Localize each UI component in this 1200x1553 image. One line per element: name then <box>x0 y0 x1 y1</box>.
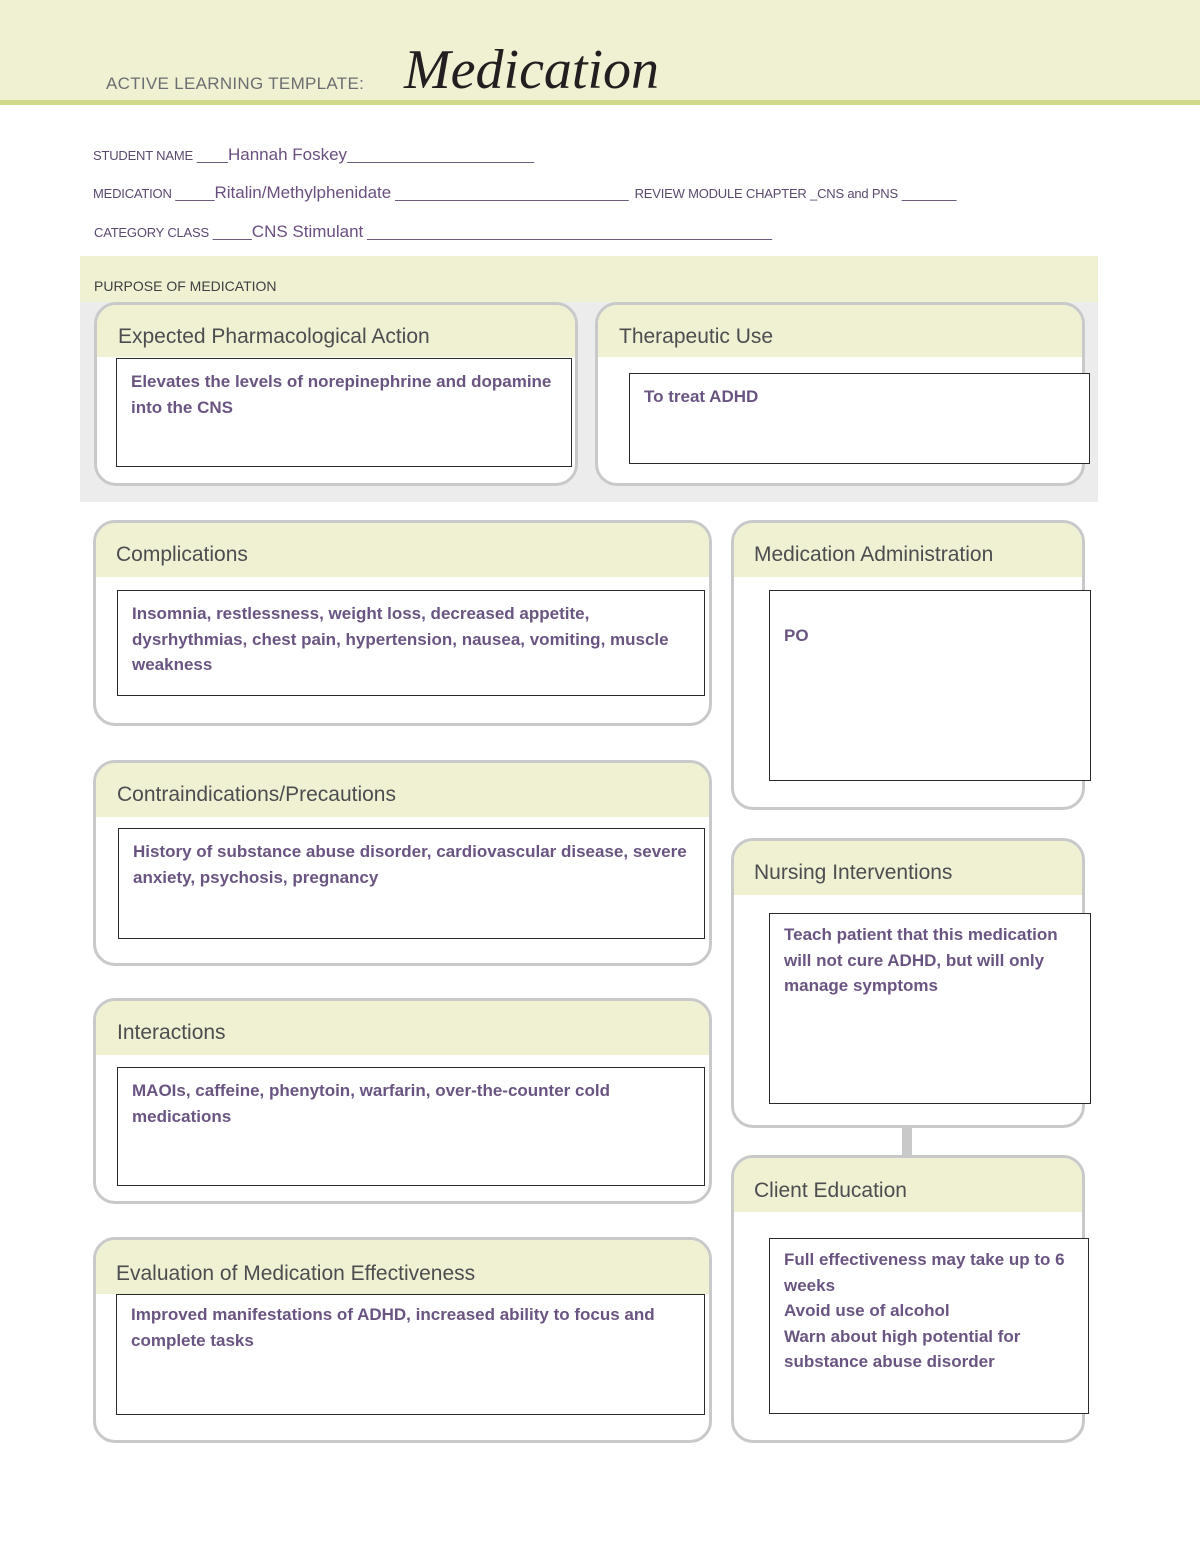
student-name-prefix-rule: ____ <box>196 147 228 163</box>
contraindications-text: History of substance abuse disorder, cardiovascular disease, severe anxiety, psychosis, pregnancy <box>133 842 687 887</box>
medication-line <box>93 183 956 203</box>
nursing-interventions-box[interactable] <box>769 913 1091 1104</box>
complications-box[interactable] <box>117 590 705 696</box>
category-class-value[interactable]: CNS Stimulant <box>251 222 364 241</box>
administration-box[interactable] <box>769 590 1091 781</box>
expected-action-text: Elevates the levels of norepinephrine and dopamine into the CNS <box>131 372 552 417</box>
student-name-line <box>93 145 534 165</box>
client-education-box[interactable] <box>769 1238 1089 1414</box>
therapeutic-use-text: To treat ADHD <box>644 387 759 406</box>
client-education-line: Full effectiveness may take up to 6 weeks <box>784 1250 1065 1295</box>
review-module-rule: _______ <box>897 185 957 201</box>
expected-action-box[interactable] <box>116 358 572 467</box>
review-module-label: REVIEW MODULE CHAPTER _ <box>634 186 818 201</box>
category-class-label: CATEGORY CLASS <box>94 225 209 240</box>
nursing-interventions-text: Teach patient that this medication will not cure ADHD, but will only manage symptoms <box>784 925 1058 995</box>
nursing-interventions-title: Nursing Interventions <box>754 861 953 884</box>
medication-label: MEDICATION <box>93 186 172 201</box>
contraindications-box[interactable] <box>118 828 705 939</box>
student-name-value[interactable]: Hannah Foskey <box>227 145 348 164</box>
page-title: Medication <box>404 39 660 101</box>
interactions-title: Interactions <box>117 1021 226 1044</box>
review-module-value[interactable]: CNS and PNS <box>817 186 898 201</box>
expected-action-title: Expected Pharmacological Action <box>118 325 430 348</box>
evaluation-text: Improved manifestations of ADHD, increased ability to focus and complete tasks <box>131 1305 655 1350</box>
administration-title: Medication Administration <box>754 543 994 566</box>
evaluation-box[interactable] <box>116 1294 705 1415</box>
administration-text: PO <box>784 626 809 645</box>
medication-suffix-rule: ______________________________ <box>391 185 629 201</box>
client-education-line: Warn about high potential for substance abuse disorder <box>784 1326 1021 1371</box>
category-class-prefix-rule: _____ <box>212 224 252 240</box>
section-connector <box>902 1126 912 1156</box>
complications-text: Insomnia, restlessness, weight loss, decreased appetite, dysrhythmias, chest pain, hypertension, nausea, vomiting, muscle weakness <box>132 604 669 674</box>
purpose-label: PURPOSE OF MEDICATION <box>94 278 277 294</box>
interactions-box[interactable] <box>117 1067 705 1186</box>
category-class-line <box>94 222 772 242</box>
client-education-line: Avoid use of alcohol <box>784 1301 950 1320</box>
template-label: ACTIVE LEARNING TEMPLATE: <box>106 74 365 93</box>
medication-prefix-rule: _____ <box>175 185 215 201</box>
contraindications-title: Contraindications/Precautions <box>117 783 396 806</box>
therapeutic-use-box[interactable] <box>629 373 1090 464</box>
student-name-suffix-rule: ________________________ <box>347 147 534 163</box>
student-name-label: STUDENT NAME <box>93 148 193 163</box>
medication-value[interactable]: Ritalin/Methylphenidate <box>214 183 392 202</box>
complications-title: Complications <box>116 543 248 566</box>
evaluation-title: Evaluation of Medication Effectiveness <box>116 1262 476 1285</box>
category-class-suffix-rule: ____________________________________________________ <box>363 224 773 240</box>
interactions-text: MAOIs, caffeine, phenytoin, warfarin, over-the-counter cold medications <box>132 1081 610 1126</box>
therapeutic-use-title: Therapeutic Use <box>619 325 774 348</box>
client-education-title: Client Education <box>754 1179 907 1202</box>
